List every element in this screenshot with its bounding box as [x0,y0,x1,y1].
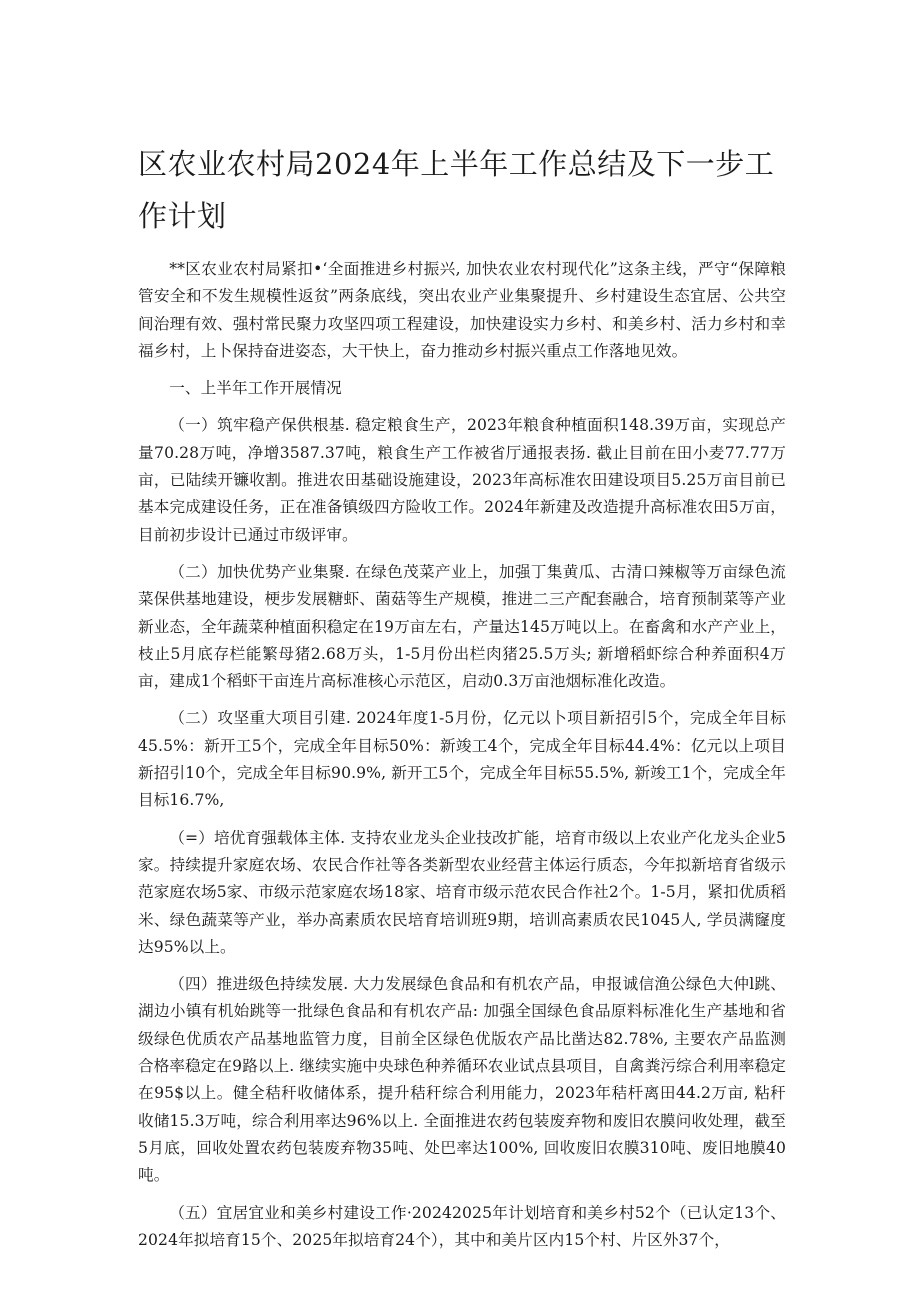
paragraph-industry-cluster: （二）加快优势产业集聚. 在绿色茂菜产业上，加强丁集黄瓜、古清口辣椒等万亩绿色流菜保供基地建设，梗步发展糖虾、菌菇等生产规模，推进二三产配套融合，培育预制菜等产业新业态，全年蔬菜种植面积稳定在19万亩左右，产量达145万吨以上。在畜禽和水产产业上，枝止5月底存栏能繁母猪2.68万头，1-5月份出栏肉猪25.5万头; 新增稻虾综合种养面积4万亩，建成1个稻虾干亩连片高标准核心示范区，启动0.3万亩池烟标准化改造。 [138,562,786,691]
section-heading: 一、上半年工作开展情况 [169,379,342,398]
paragraph-green-development: （四）推进级色持续发展. 大力发展绿色食品和有机农产品，申报诚信渔公绿色大仲l跳、湖边小镇有机始跳等一批绿色食品和有机农产品: 加强全国绿色食品原料标准化生产基地和省级绿色优质农产品基地监管力度，目前全区绿色优版农产品比凿达82.78%, 主要农产品监测合格率稳定在9路以上. 继续实施中央球色种养循环农业试点县项目，自禽粪污综合利用率稳定在95$以上。健全秸秆收储体系，提升秸秆综合利用能力，2023年秸杆离田44.2万亩, 粘秆收储15.3万吨，综合利用率达96%以上. 全面推进农药包装废弃物和废旧农膜问收处理，截至5月底，回收处置农药包装废弃物35吨、处巴率达100%, 回收废旧农膜310吨、废旧地膜40吨。 [138,975,786,1185]
paragraph-major-projects: （二）攻坚重大项目引建. 2024年度1-5月份，亿元以卜项目新招引5个，完成全年目标45.5%：新开工5个，完成全年目标50%：新竣工4个，完成全年目标44.4%：亿元以上项目新招引10个，完成全年目标90.9%, 新开工5个，完成全年目标55.5%, 新竣工1个，完成全年目标16.7%, [138,709,786,810]
paragraph-livable-villages: （五）宜居宜业和美乡村建设工作·20242025年计划培育和美乡村52个（已认定13个、2024年拟培育15个、2025年拟培育24个），其中和美片区内15个村、片区外37个， [138,1203,786,1249]
paragraph-grain-production: （一）筑牢稳产保供根基. 稳定粮食生产，2023年粮食种植面积148.39万亩，实现总产量70.28万吨，净增3587.37吨，粮食生产工作被省厅通报表扬. 截止目前在田小麦77.77万亩，已陆续开镰收割。推进农田基础设施建设，2023年高标准农田建设项目5.25万亩目前已基本完成建设任务，正在准备镇级四方险收工作。2024年新建及改造提升高标准农田5万亩，目前初步设计已通过市级评审。 [138,416,786,544]
document-page [138,0,786,1254]
paragraph-business-entities: （=）培优育强载体主体. 支持农业龙头企业技改扩能，培育市级以上农业产化龙头企业5家。持续提升家庭农场、农民合作社等各类新型农业经营主体运行质态，今年拟新培育省级示范家庭农场5家、市级示范家庭农场18家、培育市级示范农民合作社2个。1-5月，紧扣优质稻米、绿色蔬菜等产业，举办高素质农民培育培训班9期，培训高素质农民1045人, 学员满窿度达95%以上。 [138,828,786,956]
intro-paragraph: **区农业农村局紧扣•‘全面推进乡村振兴, 加快农业农村现代化”这条主线，严守“保障粮管安全和不发生规模性返贫”两条底线，突出农业产业集聚提升、乡村建设生态宜居、公共空间治理有效、强村常民聚力攻坚四项工程建设，加快建设实力乡村、和美乡村、活力乡村和幸福乡村，上卜保持奋进姿态，大干快上，奋力推动乡村振兴重点工作落地见效。 [138,260,786,360]
document-title: 区农业农村局2024年上半年工作总结及下一步工作计划 [138,147,775,233]
